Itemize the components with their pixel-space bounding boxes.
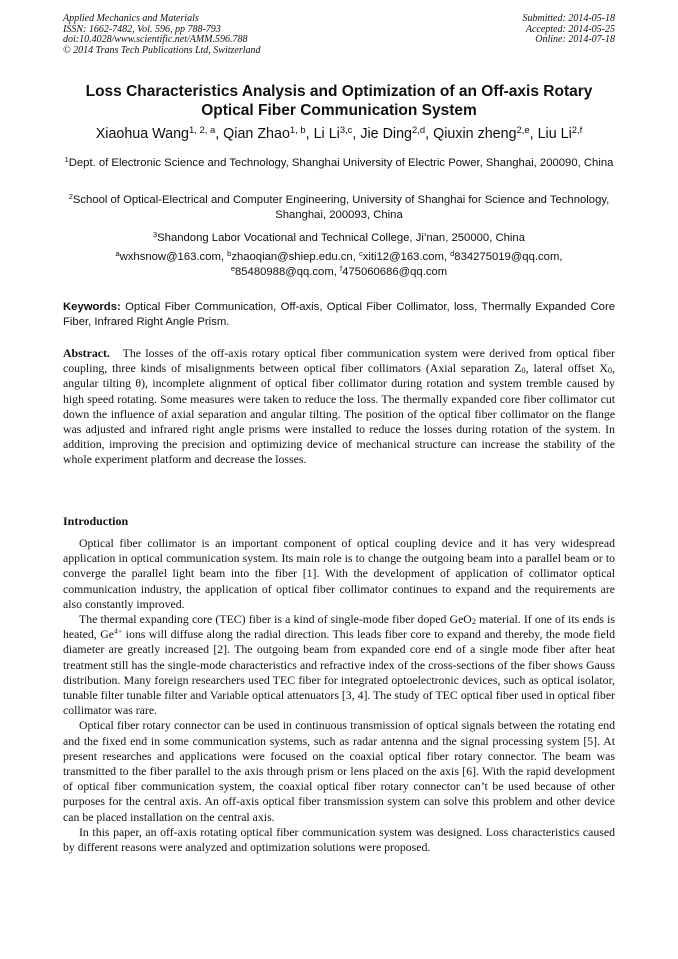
online-date: Online: 2014-07-18 (535, 34, 615, 46)
keywords-block (63, 300, 615, 330)
email-list: $^a$wxhsnow@163.com, $^b$zhaoqian@shiep.edu.cn, $^c$xiti12@163.com, $^d$834275019@qq.com, $^e$85480988@qq.com, $^f$475060686@qq.com (115, 248, 563, 278)
affiliation-3 (63, 231, 615, 246)
submission-dates (523, 14, 616, 46)
title-line-1: Loss Characteristics Analysis and Optimization of an Off-axis Rotary (85, 83, 593, 100)
abstract-label: Abstract. (63, 346, 110, 360)
author-affil-mark: 1, b (289, 123, 306, 135)
author-affil-mark: 1, 2, a (189, 123, 216, 135)
abstract-subscript: 0 (607, 366, 613, 376)
author-name: Liu Li (537, 126, 572, 142)
introduction-body (63, 536, 615, 855)
email-mark: d (450, 248, 455, 258)
doi-line: doi:10.4028/www.scientific.net/AMM.596.788 (63, 34, 248, 46)
email-link[interactable]: 834275019@qq.com (454, 251, 560, 263)
keywords-text: Optical Fiber Communication, Off-axis, Optical Fiber Collimator, loss, Thermally Expanded Core Fiber, Infrared Right Angle Prism. (63, 301, 616, 328)
chem-subscript: 2 (471, 617, 476, 627)
author-list: Xiaohua Wang$^{1, 2, a}$, Qian Zhao$^{1, b}$, Li Li$^{3,c}$, Jie Ding$^{2,d}$, Qiuxin zheng$^{2,e}$, Liu Li$^{2,f}$ (95, 123, 583, 142)
journal-info (63, 14, 261, 56)
author-affil-mark: 2,f (571, 123, 583, 135)
affiliation-text: School of Optical-Electrical and Computer Engineering, University of Shanghai for Science and Technology, Shanghai, 200093, China (72, 194, 610, 221)
author-name: Li Li (313, 126, 340, 142)
keywords-label: Keywords: (63, 301, 121, 313)
email-mark: e (230, 263, 235, 273)
author-name: Qian Zhao (223, 126, 290, 142)
author-name: Xiaohua Wang (95, 126, 189, 142)
ion-superscript: 4+ (113, 626, 123, 636)
affiliation-text: Shandong Labor Vocational and Technical College, Ji’nan, 250000, China (157, 232, 525, 244)
introduction-heading: Introduction (63, 514, 129, 528)
abstract-block (63, 346, 615, 468)
email-mark: a (115, 248, 120, 258)
email-link[interactable]: wxhsnow@163.com (119, 251, 221, 263)
affiliation-number: 2 (68, 191, 73, 201)
abstract-text: , lateral offset X (525, 361, 608, 376)
email-mark: b (227, 248, 232, 258)
accepted-date: Accepted: 2014-05-25 (525, 23, 615, 35)
paragraph-2 (63, 612, 615, 718)
paragraph-text: ions will diffuse along the radial direction. This leads fiber core to expand and thereby, the mode field diameter are greatly increased [2]. The outgoing beam from expanded core end of a single mode fiber after heat treatment still has the single-mode characteristics and refractive index of the cross-sections of the fiber shows Gauss distribution. Many foreign researchers used TEC fiber for integrated optoelectronic devices, such as optical isolator, tunable filter tunable filter and Variable optical attenuators [3, 4]. The study of TEC optical fiber used in optical fiber collimator was rare. (63, 627, 616, 718)
author-affil-mark: 3,c (339, 123, 353, 135)
journal-name: Applied Mechanics and Materials (63, 13, 199, 24)
email-link[interactable]: 85480988@qq.com (234, 265, 334, 278)
email-mark: c (358, 248, 363, 258)
email-link[interactable]: zhaoqian@shiep.edu.cn (231, 251, 353, 263)
paragraph-text: The thermal expanding core (TEC) fiber is a kind of single-mode fiber doped GeO (79, 612, 472, 627)
email-link[interactable]: xiti12@163.com (362, 251, 444, 263)
abstract-subscript: 0 (521, 366, 526, 376)
author-name: Jie Ding (360, 126, 413, 142)
copyright-line: © 2014 Trans Tech Publications Ltd, Switzerland (63, 44, 261, 56)
paragraph-4: In this paper, an off-axis rotating optical fiber communication system was designed. Loss characteristics caused by different reasons were analyzed and optimization solutions were proposed. (63, 824, 615, 855)
submitted-date: Submitted: 2014-05-18 (522, 13, 615, 24)
author-name: Qiuxin zheng (433, 126, 517, 142)
paragraph-text: material. If one of its ends is heated, Ge (63, 612, 615, 642)
paper-title (63, 82, 615, 120)
affiliation-2 (63, 193, 615, 222)
email-link[interactable]: 475060686@qq.com (342, 265, 448, 278)
affiliation-number: 3 (153, 229, 158, 239)
email-mark: f (340, 263, 343, 273)
issn-line: ISSN: 1662-7482, Vol. 596, pp 788-793 (63, 23, 221, 35)
title-line-2: Optical Fiber Communication System (201, 102, 477, 119)
affiliation-number: 1 (64, 154, 69, 164)
affiliation-text: Dept. of Electronic Science and Technology, Shanghai University of Electric Power, Shanghai, 200090, China (68, 157, 614, 169)
abstract-text: , angular tilting θ), incomplete alignment of optical fiber collimator during rotation and system tremble caused by high speed rotating. Some measures were taken to reduce the loss. The thermally expanded core fiber collimator cut down the influence of axial separation and angular tilting. The position of the optical fiber collimator on the flange was adjusted and infrared right angle prisms were installed to reduce the losses during rotation of the system. In addition, improving the precision and optimizing device of mechanical structure can increase the stability of the whole experiment platform and decrease the losses. (63, 361, 615, 467)
author-affil-mark: 2,d (412, 123, 426, 135)
paragraph-3: Optical fiber rotary connector can be used in continuous transmission of optical signals between the rotating end and the fixed end in some communication systems, such as radar antenna and the signal processing system [5]. At present researches and applications were focused on the coaxial optical fiber rotary connector. The beam was transmitted to the fiber parallel to the axis through prism or lens placed on the axis [6]. With the rapid development of optical fiber communication system, the coaxial optical fiber rotary connector can’t be used because of other purposes for the central axis. An off-axis optical fiber transmission system can solve this problem and other device can be placed installation on the central axis. (63, 718, 615, 824)
paragraph-1: Optical fiber collimator is an important component of optical coupling device and it has very widespread application in optical communication system. Its main role is to change the outgoing beam into a parallel beam or to converge the parallel light beam into the fiber [1]. With the development of application of collimator optical communication industry, the application of optical fiber collimator continues to expand and the requirements are also constantly improved. (63, 536, 615, 611)
affiliation-1 (63, 156, 615, 171)
abstract-text: The losses of the off-axis rotary optical fiber communication system were derived from optical fiber coupling, three kinds of misalignments between optical fiber collimators (Axial separation Z (63, 346, 615, 376)
author-affil-mark: 2,e (516, 123, 530, 135)
